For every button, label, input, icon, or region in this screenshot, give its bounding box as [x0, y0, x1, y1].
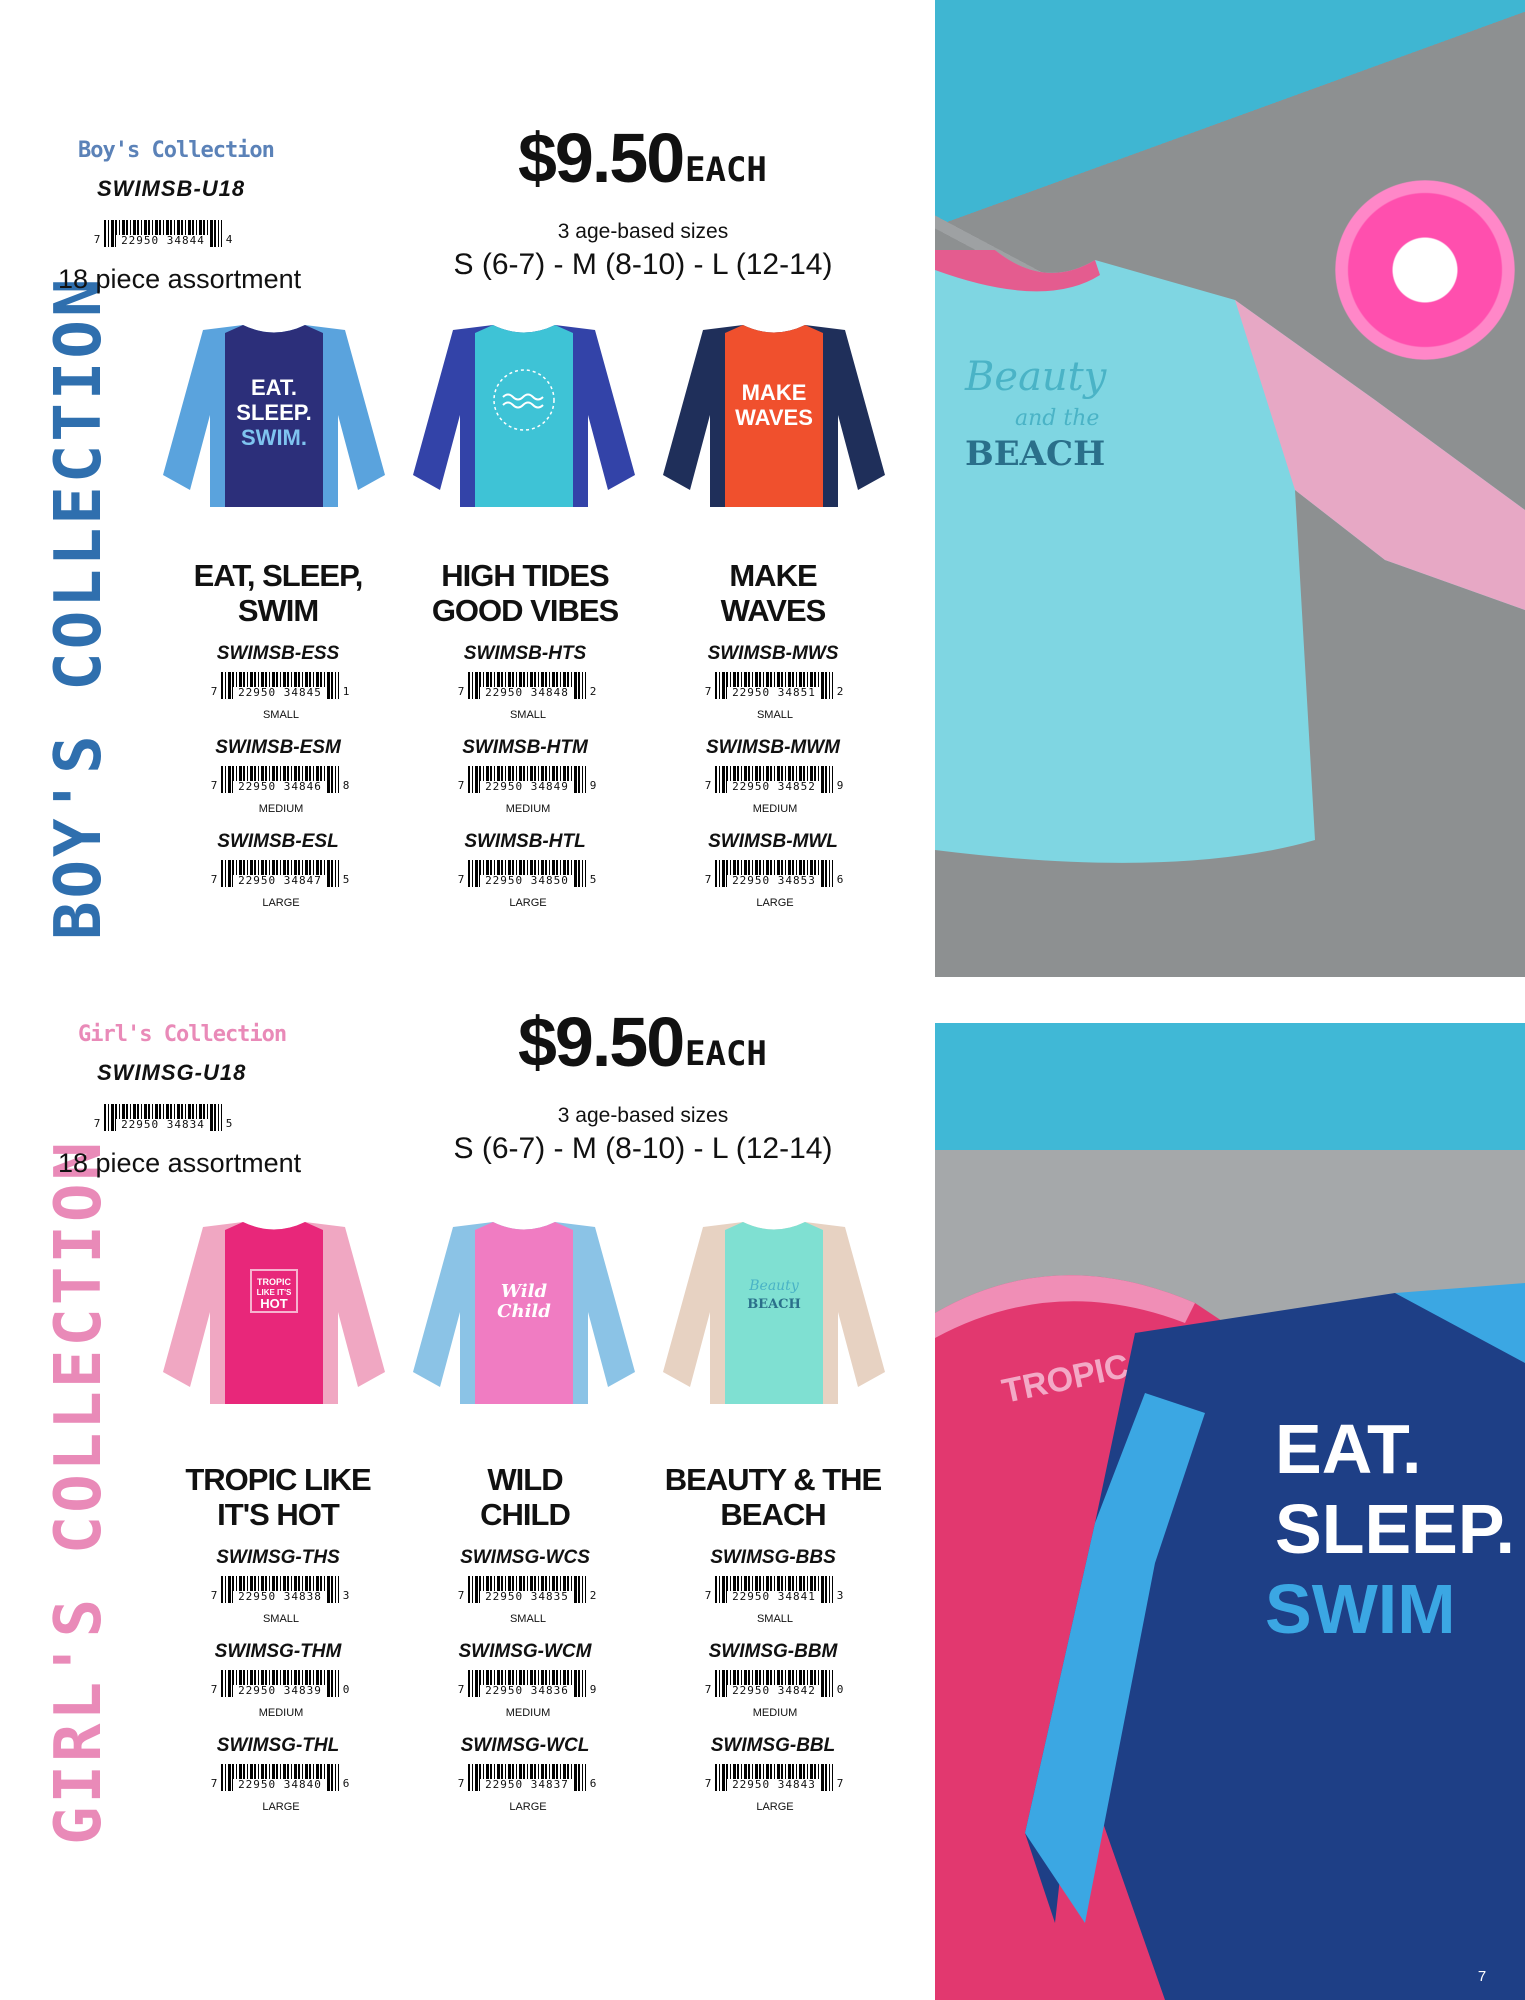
- size-caption-medium: MEDIUM: [752, 1707, 798, 1719]
- product-name-line2: SWIM: [237, 593, 319, 628]
- svg-text:SWIM.: SWIM.: [241, 425, 307, 450]
- product-name-line2: BEACH: [720, 1497, 826, 1532]
- barcode-medium: 7 22950 34852 9: [701, 766, 847, 793]
- sku-small: SWIMSB-ESS: [216, 643, 340, 664]
- tropic-shirt-image: [935, 1223, 1525, 2000]
- barcode-small: 7 22950 34851 2: [701, 672, 847, 699]
- wild-child-shirt-image: [413, 1222, 635, 1404]
- barcode-small: 7 22950 34835 2: [454, 1576, 600, 1603]
- product-name-line2: GOOD VIBES: [431, 593, 619, 628]
- girls-assortment-sku: SWIMSG-U18: [97, 1060, 247, 1085]
- size-caption-large: LARGE: [262, 1801, 300, 1813]
- size-caption-small: SMALL: [262, 709, 300, 721]
- product-name-line1: WILD: [487, 1462, 563, 1497]
- sku-medium: SWIMSB-ESM: [215, 737, 341, 758]
- barcode-medium: 7 22950 34839 0: [207, 1670, 353, 1697]
- sku-medium: SWIMSG-WCM: [458, 1641, 592, 1662]
- barcode-large: 7 22950 34853 6: [701, 860, 847, 887]
- product-name-line1: EAT, SLEEP,: [193, 558, 363, 593]
- product-name: [405, 558, 645, 628]
- product-name-line2: IT'S HOT: [217, 1497, 339, 1532]
- sku-small: SWIMSG-BBS: [710, 1547, 836, 1568]
- sku-medium: SWIMSB-HTM: [462, 737, 588, 758]
- girls-price-unit: EACH: [685, 1034, 767, 1074]
- product-name: [405, 1462, 645, 1532]
- boys-sizes-range: S (6-7) - M (8-10) - L (12-14): [453, 248, 833, 281]
- size-caption-medium: MEDIUM: [258, 1707, 304, 1719]
- barcode-small: 7 22950 34841 3: [701, 1576, 847, 1603]
- boys-assortment-sku: SWIMSB-U18: [97, 176, 246, 201]
- size-caption-medium: MEDIUM: [505, 1707, 551, 1719]
- eat-sleep-swim-shirt-image: [163, 325, 385, 507]
- sku-large: SWIMSG-THL: [216, 1735, 340, 1756]
- sku-small: SWIMSG-THS: [216, 1547, 340, 1568]
- size-caption-medium: MEDIUM: [752, 803, 798, 815]
- svg-text:TROPIC: TROPIC: [256, 1277, 292, 1287]
- boys-lifestyle-photo: [935, 0, 1525, 977]
- product-name-line1: MAKE: [729, 558, 817, 593]
- boys-sizes-label: 3 age-based sizes: [557, 220, 729, 243]
- svg-text:LIKE IT'S: LIKE IT'S: [256, 1288, 292, 1297]
- size-caption-large: LARGE: [262, 897, 300, 909]
- product-name: [158, 558, 398, 628]
- boys-price-unit: EACH: [685, 150, 767, 190]
- high-tides-shirt-image: [413, 325, 635, 507]
- svg-text:EAT.: EAT.: [1275, 1410, 1422, 1488]
- product-name-line1: TROPIC LIKE: [185, 1462, 371, 1497]
- sku-medium: SWIMSG-THM: [214, 1641, 342, 1662]
- svg-text:WAVES: WAVES: [735, 405, 813, 430]
- size-caption-small: SMALL: [756, 1613, 794, 1625]
- girls-assortment-count: 18 piece assortment: [58, 1148, 302, 1178]
- barcode-medium: 7 22950 34842 0: [701, 1670, 847, 1697]
- svg-text:and the: and the: [1015, 406, 1100, 431]
- sku-large: SWIMSG-BBL: [710, 1735, 836, 1756]
- girls-sizes-label: 3 age-based sizes: [557, 1104, 729, 1127]
- size-caption-small: SMALL: [509, 709, 547, 721]
- boys-assortment-count: 18 piece assortment: [58, 264, 302, 294]
- svg-text:BEACH: BEACH: [965, 434, 1106, 474]
- product-name: [653, 1462, 893, 1532]
- size-caption-large: LARGE: [756, 897, 794, 909]
- size-caption-small: SMALL: [509, 1613, 547, 1625]
- svg-text:Beauty: Beauty: [749, 1278, 799, 1294]
- barcode-small: 7 22950 34838 3: [207, 1576, 353, 1603]
- barcode-large: 7 22950 34847 5: [207, 860, 353, 887]
- svg-text:SLEEP.: SLEEP.: [236, 400, 312, 425]
- barcode-medium: 7 22950 34849 9: [454, 766, 600, 793]
- svg-text:Wild: Wild: [500, 1281, 548, 1302]
- girls-assortment-barcode: 7 22950 34834 5: [90, 1104, 236, 1131]
- barcode-medium: 7 22950 34846 8: [207, 766, 353, 793]
- size-caption-small: SMALL: [262, 1613, 300, 1625]
- size-caption-large: LARGE: [756, 1801, 794, 1813]
- girls-sizes-range: S (6-7) - M (8-10) - L (12-14): [453, 1132, 833, 1165]
- girls-lifestyle-photo: [935, 1023, 1525, 2000]
- beauty-beach-shirt-image: [663, 1222, 885, 1404]
- svg-text:Beauty: Beauty: [965, 354, 1107, 400]
- product-name: [158, 1462, 398, 1532]
- product-name-line2: CHILD: [480, 1497, 570, 1532]
- sku-small: SWIMSB-MWS: [707, 643, 839, 664]
- product-name-line1: HIGH TIDES: [441, 558, 609, 593]
- svg-text:MAKE: MAKE: [741, 380, 807, 405]
- tropic-shirt-image: [163, 1222, 385, 1404]
- svg-text:TROPIC LIKE IT'S HOT: TROPIC: [998, 1346, 1133, 1411]
- barcode-small: 7 22950 34848 2: [454, 672, 600, 699]
- sku-large: SWIMSB-HTL: [464, 831, 586, 852]
- barcode-large: 7 22950 34840 6: [207, 1764, 353, 1791]
- size-caption-medium: MEDIUM: [505, 803, 551, 815]
- sku-small: SWIMSB-HTS: [463, 643, 587, 664]
- barcode-small: 7 22950 34845 1: [207, 672, 353, 699]
- make-waves-shirt-image: [663, 325, 885, 507]
- sku-large: SWIMSB-MWL: [708, 831, 838, 852]
- product-name: [653, 558, 893, 628]
- barcode-large: 7 22950 34843 7: [701, 1764, 847, 1791]
- size-caption-large: LARGE: [509, 1801, 547, 1813]
- barcode-large: 7 22950 34837 6: [454, 1764, 600, 1791]
- boys-vertical-title: BOY'S COLLECTION: [42, 275, 116, 940]
- beauty-beach-shirt-image: [935, 230, 1525, 930]
- sku-small: SWIMSG-WCS: [460, 1547, 590, 1568]
- svg-text:BEACH: BEACH: [747, 1297, 801, 1312]
- svg-text:HOT: HOT: [260, 1296, 288, 1311]
- size-caption-medium: MEDIUM: [258, 803, 304, 815]
- sku-medium: SWIMSB-MWM: [705, 737, 841, 758]
- size-caption-large: LARGE: [509, 897, 547, 909]
- sku-large: SWIMSB-ESL: [217, 831, 339, 852]
- svg-text:SWIM: SWIM: [1265, 1570, 1456, 1648]
- girls-price: $9.50: [518, 1003, 684, 1081]
- barcode-medium: 7 22950 34836 9: [454, 1670, 600, 1697]
- product-name-line2: WAVES: [720, 593, 826, 628]
- svg-text:Child: Child: [497, 1301, 551, 1322]
- girls-collection-title: Girl's Collection: [78, 1022, 287, 1047]
- page-number: 7: [1477, 1968, 1487, 1985]
- boys-assortment-barcode: 7 22950 34844 4: [90, 220, 236, 247]
- svg-text:SLEEP.: SLEEP.: [1275, 1490, 1515, 1568]
- girls-vertical-title: GIRL'S COLLECTION: [42, 1138, 116, 1845]
- sku-large: SWIMSG-WCL: [460, 1735, 590, 1756]
- sku-medium: SWIMSG-BBM: [708, 1641, 838, 1662]
- barcode-large: 7 22950 34850 5: [454, 860, 600, 887]
- boys-price: $9.50: [518, 119, 684, 197]
- svg-text:EAT.: EAT.: [250, 375, 298, 400]
- size-caption-small: SMALL: [756, 709, 794, 721]
- product-name-line1: BEAUTY & THE: [664, 1462, 882, 1497]
- boys-collection-title: Boy's Collection: [78, 138, 274, 163]
